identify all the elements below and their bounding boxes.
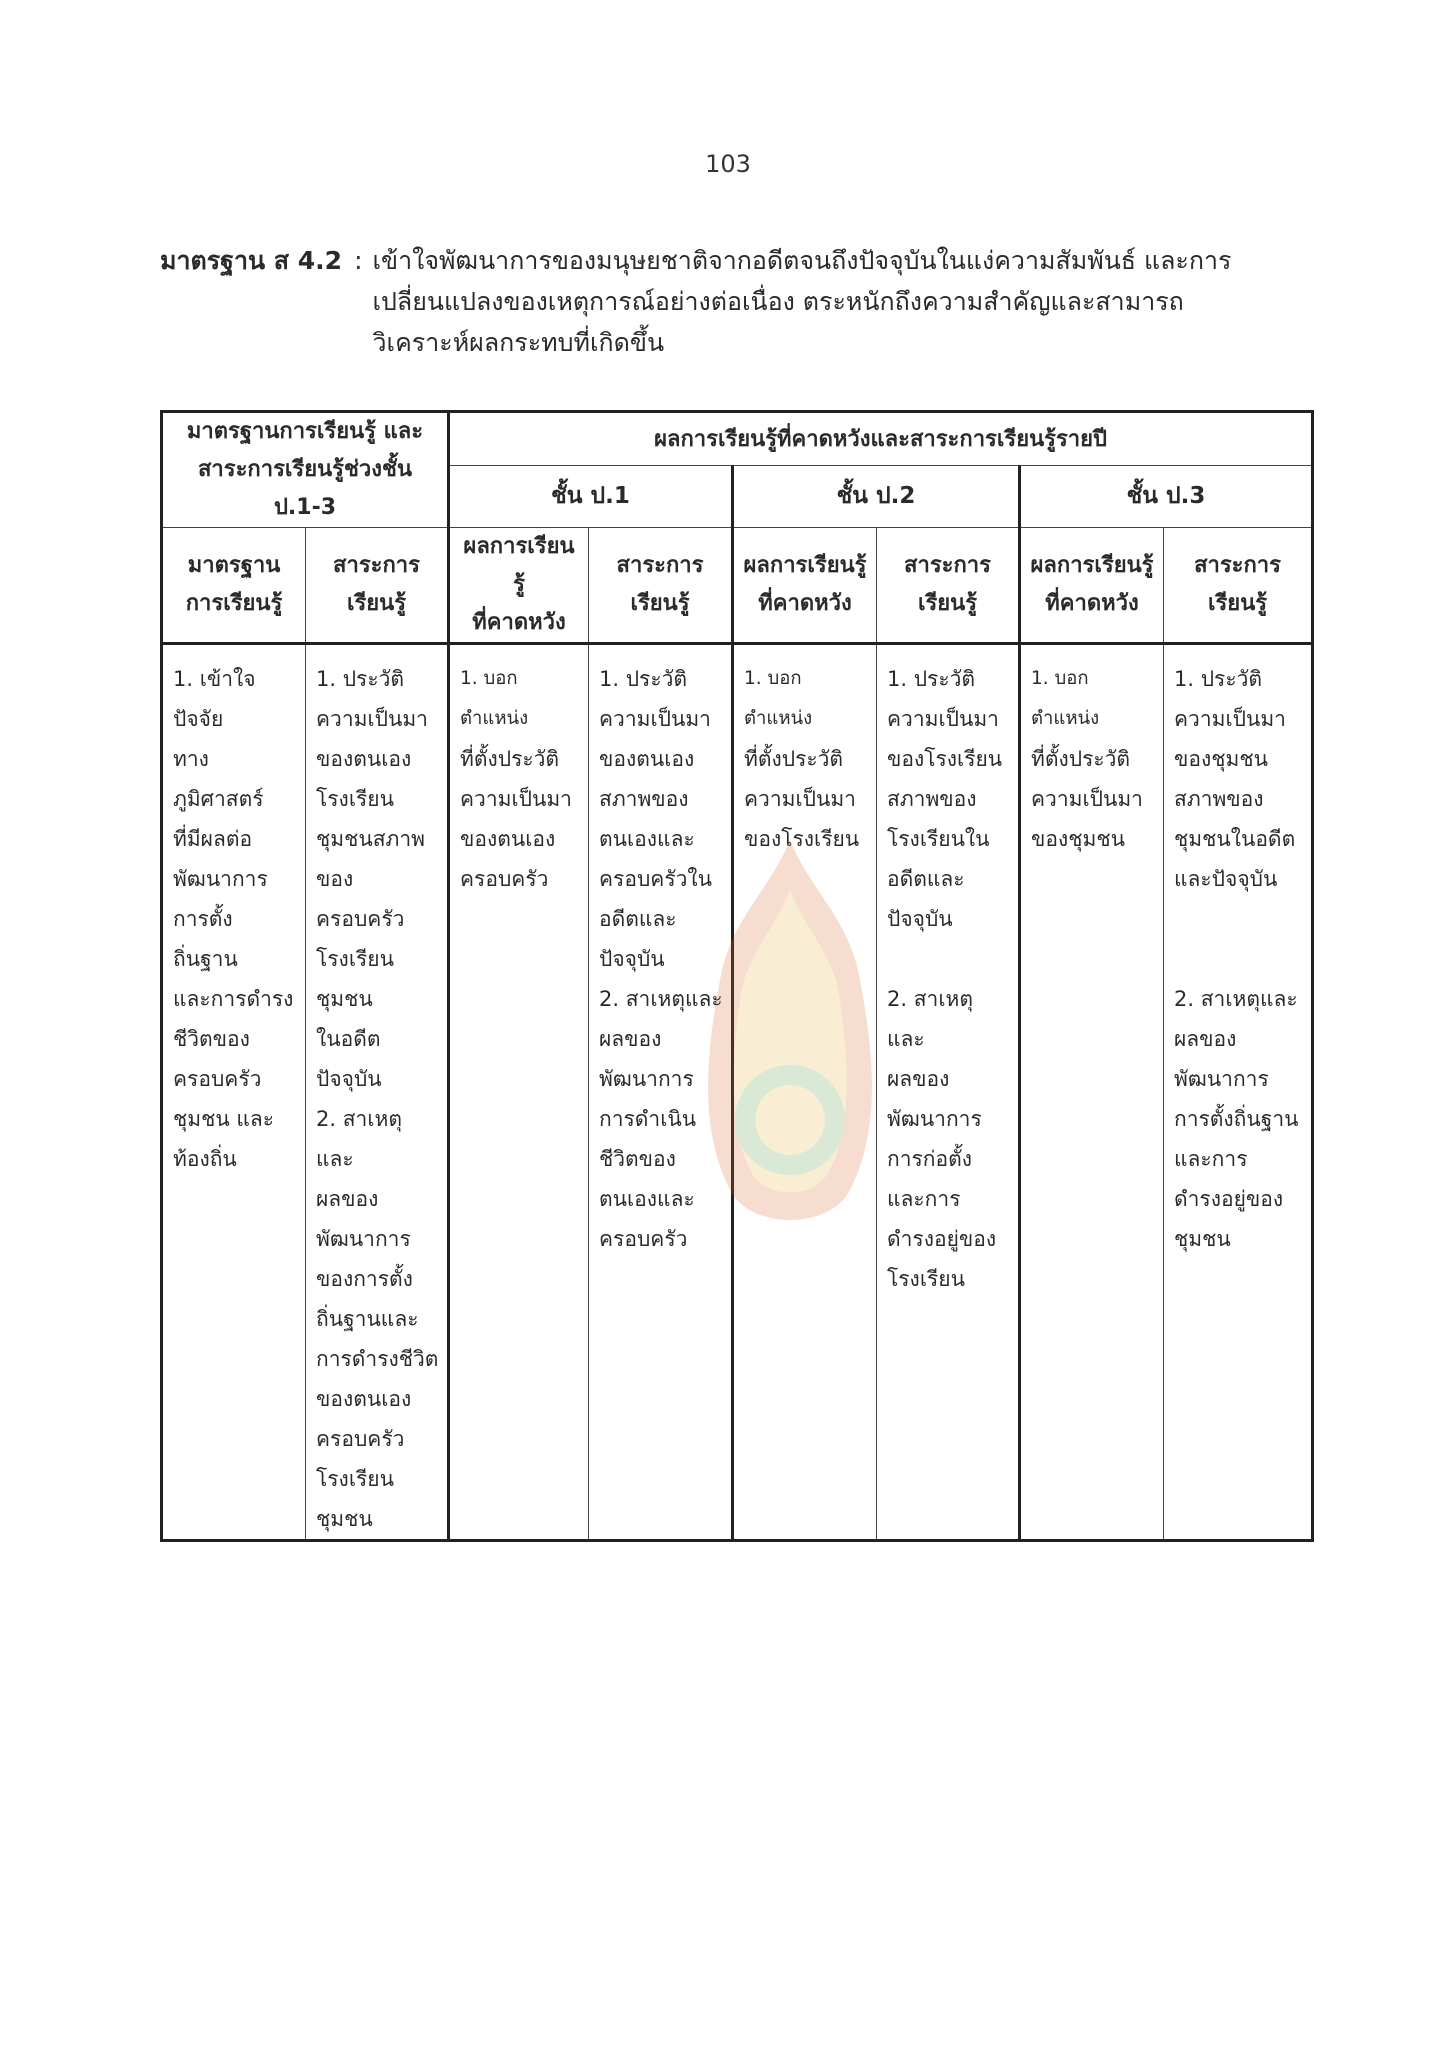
subheader-standard: มาตรฐาน การเรียนรู้ — [162, 528, 306, 644]
cell-line: และการ — [1174, 1147, 1248, 1171]
cell-line: ชุมชน — [316, 1507, 373, 1531]
subheader-p3-content: สาระการ เรียนรู้ — [1164, 528, 1313, 644]
cell-line: โรงเรียน — [316, 787, 394, 811]
cell-line: ปัจจุบัน — [599, 947, 665, 971]
cell-line: ผลของ — [316, 1187, 379, 1211]
cell-line: ผลของ — [599, 1027, 662, 1051]
subheader-p2-outcome: ผลการเรียนรู้ ที่คาดหวัง — [733, 528, 877, 644]
cell-line: ของครอบครัว — [316, 867, 405, 931]
cell-line: ทางภูมิศาสตร์ — [173, 747, 264, 811]
list-spacer — [887, 939, 1010, 979]
subheader-p1-outcome: ผลการเรียนรู้ ที่คาดหวัง — [449, 528, 589, 644]
cell-line: ของตนเอง — [599, 747, 695, 771]
cell-line: ครอบครัว — [599, 1227, 688, 1251]
cell-line: โรงเรียน — [316, 1467, 394, 1491]
cell-line: ความเป็นมา — [460, 787, 572, 811]
cell-line: ที่มีผลต่อ — [173, 827, 253, 851]
cell-line: พัฒนาการ — [316, 1227, 411, 1251]
cell-line: ตนเองและ — [599, 1187, 695, 1211]
table-cell — [449, 644, 589, 1541]
cell-line: ของตนเอง — [460, 827, 556, 851]
list-spacer — [1174, 939, 1303, 979]
subheader-p2-content: สาระการ เรียนรู้ — [877, 528, 1020, 644]
cell-line: ดำรงอยู่ของ — [1174, 1187, 1284, 1211]
cell-line: 1. ประวัติ — [599, 667, 688, 691]
cell-line: ตนเองและ — [599, 827, 695, 851]
cell-line: ที่ตั้งประวัติ — [1031, 747, 1131, 771]
cell-line: ที่ตั้งประวัติ — [744, 747, 844, 771]
cell-line: โรงเรียน — [887, 1267, 965, 1291]
cell-line: ของชุมชน — [1031, 827, 1125, 851]
grade-header-p2: ชั้น ป.2 — [733, 465, 1020, 527]
cell-line: พัฒนาการ — [599, 1067, 694, 1091]
subheader-p3-outcome: ผลการเรียนรู้ ที่คาดหวัง — [1020, 528, 1164, 644]
standard-separator: : — [354, 246, 363, 275]
cell-line: อดีตและ — [887, 867, 965, 891]
cell-line: 2. สาเหตุและ — [887, 987, 973, 1051]
list-spacer — [1174, 899, 1303, 939]
subheader-p1-content: สาระการ เรียนรู้ — [589, 528, 733, 644]
table-cell — [589, 644, 733, 1541]
cell-line: 2. สาเหตุและ — [1174, 987, 1298, 1011]
left-header-line: มาตรฐานการเรียนรู้ และ — [186, 419, 424, 444]
cell-line: สภาพของ — [887, 787, 977, 811]
cell-line: ความเป็นมา — [1031, 787, 1143, 811]
cell-line: การดำรงชีวิต — [316, 1347, 439, 1371]
cell-line: ผลของ — [887, 1067, 950, 1091]
cell-line: 2. สาเหตุและ — [599, 987, 723, 1011]
cell-line: สภาพของ — [1174, 787, 1264, 811]
cell-line: การก่อตั้ง — [887, 1147, 973, 1171]
standard-description — [373, 240, 1311, 363]
cell-line: พัฒนาการ — [173, 867, 268, 891]
cell-line: ครอบครัวใน — [599, 867, 712, 891]
cell-line: ความเป็นมา — [887, 707, 999, 731]
cell-line: โรงเรียน ชุมชน — [316, 947, 394, 1011]
cell-line: ชุมชน และ — [173, 1107, 275, 1131]
cell-line: ชีวิตของ — [173, 1027, 250, 1051]
cell-line: การตั้งถิ่นฐาน — [173, 907, 238, 971]
cell-line: ผลของ — [1174, 1027, 1237, 1051]
cell-line: ของโรงเรียน — [887, 747, 1003, 771]
cell-line: ชุมชนในอดีต — [1174, 827, 1296, 851]
cell-line: 1. เข้าใจปัจจัย — [173, 667, 256, 731]
cell-line: ในอดีต ปัจจุบัน — [316, 1027, 382, 1091]
cell-line: ครอบครัว — [316, 1427, 405, 1451]
cell-line: ที่ตั้งประวัติ — [460, 747, 560, 771]
cell-line: 1. ประวัติ — [1174, 667, 1263, 691]
table-cell — [162, 644, 306, 1541]
cell-line: ครอบครัว — [173, 1067, 262, 1091]
cell-line: 1. บอกตำแหน่ง — [1031, 668, 1100, 729]
table-body-row — [162, 644, 1313, 1541]
cell-line: ชีวิตของ — [599, 1147, 676, 1171]
cell-line: ท้องถิ่น — [173, 1147, 237, 1171]
cell-line: ความเป็นมา — [599, 707, 711, 731]
standard-line: เปลี่ยนแปลงของเหตุการณ์อย่างต่อเนื่อง ตระหนักถึงความสำคัญและสามารถ — [372, 287, 1184, 316]
cell-line: ชุมชนสภาพ — [316, 827, 425, 851]
cell-line: การตั้งถิ่นฐาน — [1174, 1107, 1299, 1131]
cell-line: ของตนเอง — [316, 1387, 412, 1411]
cell-line: 1. บอกตำแหน่ง — [744, 668, 813, 729]
standard-line: วิเคราะห์ผลกระทบที่เกิดขึ้น — [372, 328, 665, 357]
table-cell — [877, 644, 1020, 1541]
cell-line: อดีตและ — [599, 907, 677, 931]
curriculum-table — [160, 410, 1314, 1542]
cell-line: ของโรงเรียน — [744, 827, 860, 851]
cell-line: ของชุมชน — [1174, 747, 1268, 771]
standard-line: เข้าใจพัฒนาการของมนุษยชาติจากอดีตจนถึงปัจจุบันในแง่ความสัมพันธ์ และการ — [372, 246, 1232, 275]
cell-line: 1. ประวัติ — [316, 667, 405, 691]
cell-line: และการดำรง — [173, 987, 294, 1011]
cell-line: ความเป็นมา — [1174, 707, 1286, 731]
standard-heading — [160, 240, 1310, 363]
right-group-header: ผลการเรียนรู้ที่คาดหวังและสาระการเรียนรู้รายปี — [449, 412, 1313, 466]
cell-line: ถิ่นฐานและ — [316, 1307, 419, 1331]
cell-line: ครอบครัว — [460, 867, 549, 891]
grade-header-p1: ชั้น ป.1 — [449, 465, 733, 527]
table-cell — [1164, 644, 1313, 1541]
cell-line: และการ — [887, 1187, 961, 1211]
cell-line: ของการตั้ง — [316, 1267, 413, 1291]
cell-line: ความเป็นมา — [316, 707, 428, 731]
cell-line: สภาพของ — [599, 787, 689, 811]
grade-header-p3: ชั้น ป.3 — [1020, 465, 1313, 527]
page-number: 103 — [705, 150, 751, 178]
standard-label: มาตรฐาน ส 4.2 — [160, 246, 343, 275]
cell-line: 1. ประวัติ — [887, 667, 976, 691]
left-header-line: สาระการเรียนรู้ช่วงชั้น ป.1-3 — [198, 457, 412, 520]
cell-line: โรงเรียนใน — [887, 827, 990, 851]
cell-line: การดำเนิน — [599, 1107, 697, 1131]
table-cell — [733, 644, 877, 1541]
subheader-content: สาระการ เรียนรู้ — [306, 528, 449, 644]
cell-line: พัฒนาการ — [1174, 1067, 1269, 1091]
left-group-header — [162, 412, 449, 528]
cell-line: พัฒนาการ — [887, 1107, 982, 1131]
cell-line: ปัจจุบัน — [887, 907, 953, 931]
cell-line: และปัจจุบัน — [1174, 867, 1278, 891]
cell-line: ความเป็นมา — [744, 787, 856, 811]
table-cell — [1020, 644, 1164, 1541]
cell-line: ของตนเอง — [316, 747, 412, 771]
cell-line: 1. บอกตำแหน่ง — [460, 668, 529, 729]
table-cell — [306, 644, 449, 1541]
cell-line: ดำรงอยู่ของ — [887, 1227, 997, 1251]
cell-line: 2. สาเหตุและ — [316, 1107, 402, 1171]
cell-line: ชุมชน — [1174, 1227, 1231, 1251]
